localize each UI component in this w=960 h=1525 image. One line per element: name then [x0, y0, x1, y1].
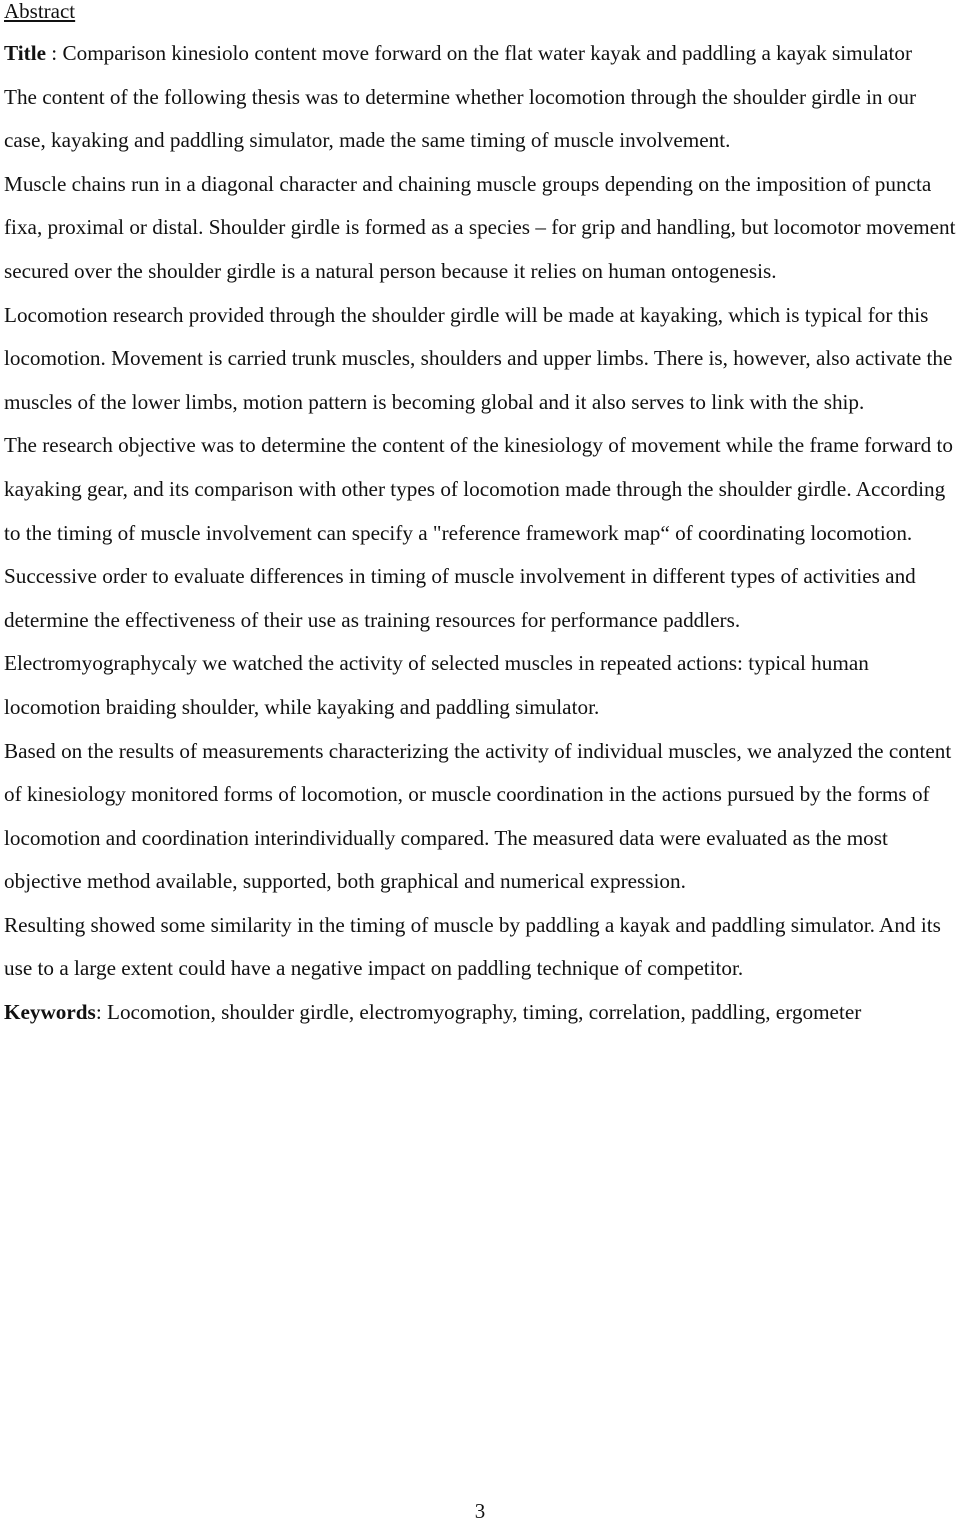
title-text: : Comparison kinesiolo content move forward on the flat water kayak and paddling a kayak simulator: [45, 41, 913, 65]
title-label: Title: [4, 41, 46, 65]
document-page: [4, 0, 958, 1035]
keywords-line: [4, 991, 958, 1035]
paragraph-4: The research objective was to determine the content of the kinesiology of movement while the frame forward to kayaking gear, and its comparison with other types of locomotion made through the shoulder girdle. According to the timing of muscle involvement can specify a "reference framework map“ of coordinating locomotion. Successive order to evaluate differences in timing of muscle involvement in different types of activities and determine the effectiveness of their use as training resources for performance paddlers.: [4, 433, 953, 632]
title-line: [4, 32, 958, 76]
paragraph-1: The content of the following thesis was to determine whether locomotion through the shoulder girdle in our case, kayaking and paddling simulator, made the same timing of muscle involvement.: [4, 84, 917, 153]
paragraph-3: Locomotion research provided through the shoulder girdle will be made at kayaking, which is typical for this locomotion. Movement is carried trunk muscles, shoulders and upper limbs. There is, however, also activate the muscles of the lower limbs, motion pattern is becoming global and it also serves to link with the ship.: [4, 302, 953, 414]
abstract-heading-text: Abstract: [4, 0, 76, 23]
paragraph-7: Resulting showed some similarity in the timing of muscle by paddling a kayak and paddling simulator. And its use to a large extent could have a negative impact on paddling technique of competitor.: [4, 912, 941, 981]
keywords-label: Keywords: [4, 1000, 96, 1025]
paragraph-5: Electromyographycaly we watched the activity of selected muscles in repeated actions: typical human locomotion braiding shoulder, while kayaking and paddling simulator.: [4, 651, 869, 719]
abstract-heading: [4, 0, 958, 22]
abstract-body: [4, 32, 958, 1035]
paragraph-2: Muscle chains run in a diagonal character and chaining muscle groups depending on the imposition of puncta fixa, proximal or distal. Shoulder girdle is formed as a species – for grip and handling, but locomotor movement secured over the shoulder girdle is a natural person because it relies on human ontogenesis.: [4, 171, 956, 283]
keywords-text: : Locomotion, shoulder girdle, electromyography, timing, correlation, paddling, ergometer: [95, 1000, 862, 1025]
page-number: 3: [474, 1499, 486, 1523]
paragraph-6: Based on the results of measurements characterizing the activity of individual muscles, we analyzed the content of kinesiology monitored forms of locomotion, or muscle coordination in the actions pursued by the forms of locomotion and coordination interindividually compared. The measured data were evaluated as the most objective method available, supported, both graphical and numerical expression.: [4, 738, 952, 894]
